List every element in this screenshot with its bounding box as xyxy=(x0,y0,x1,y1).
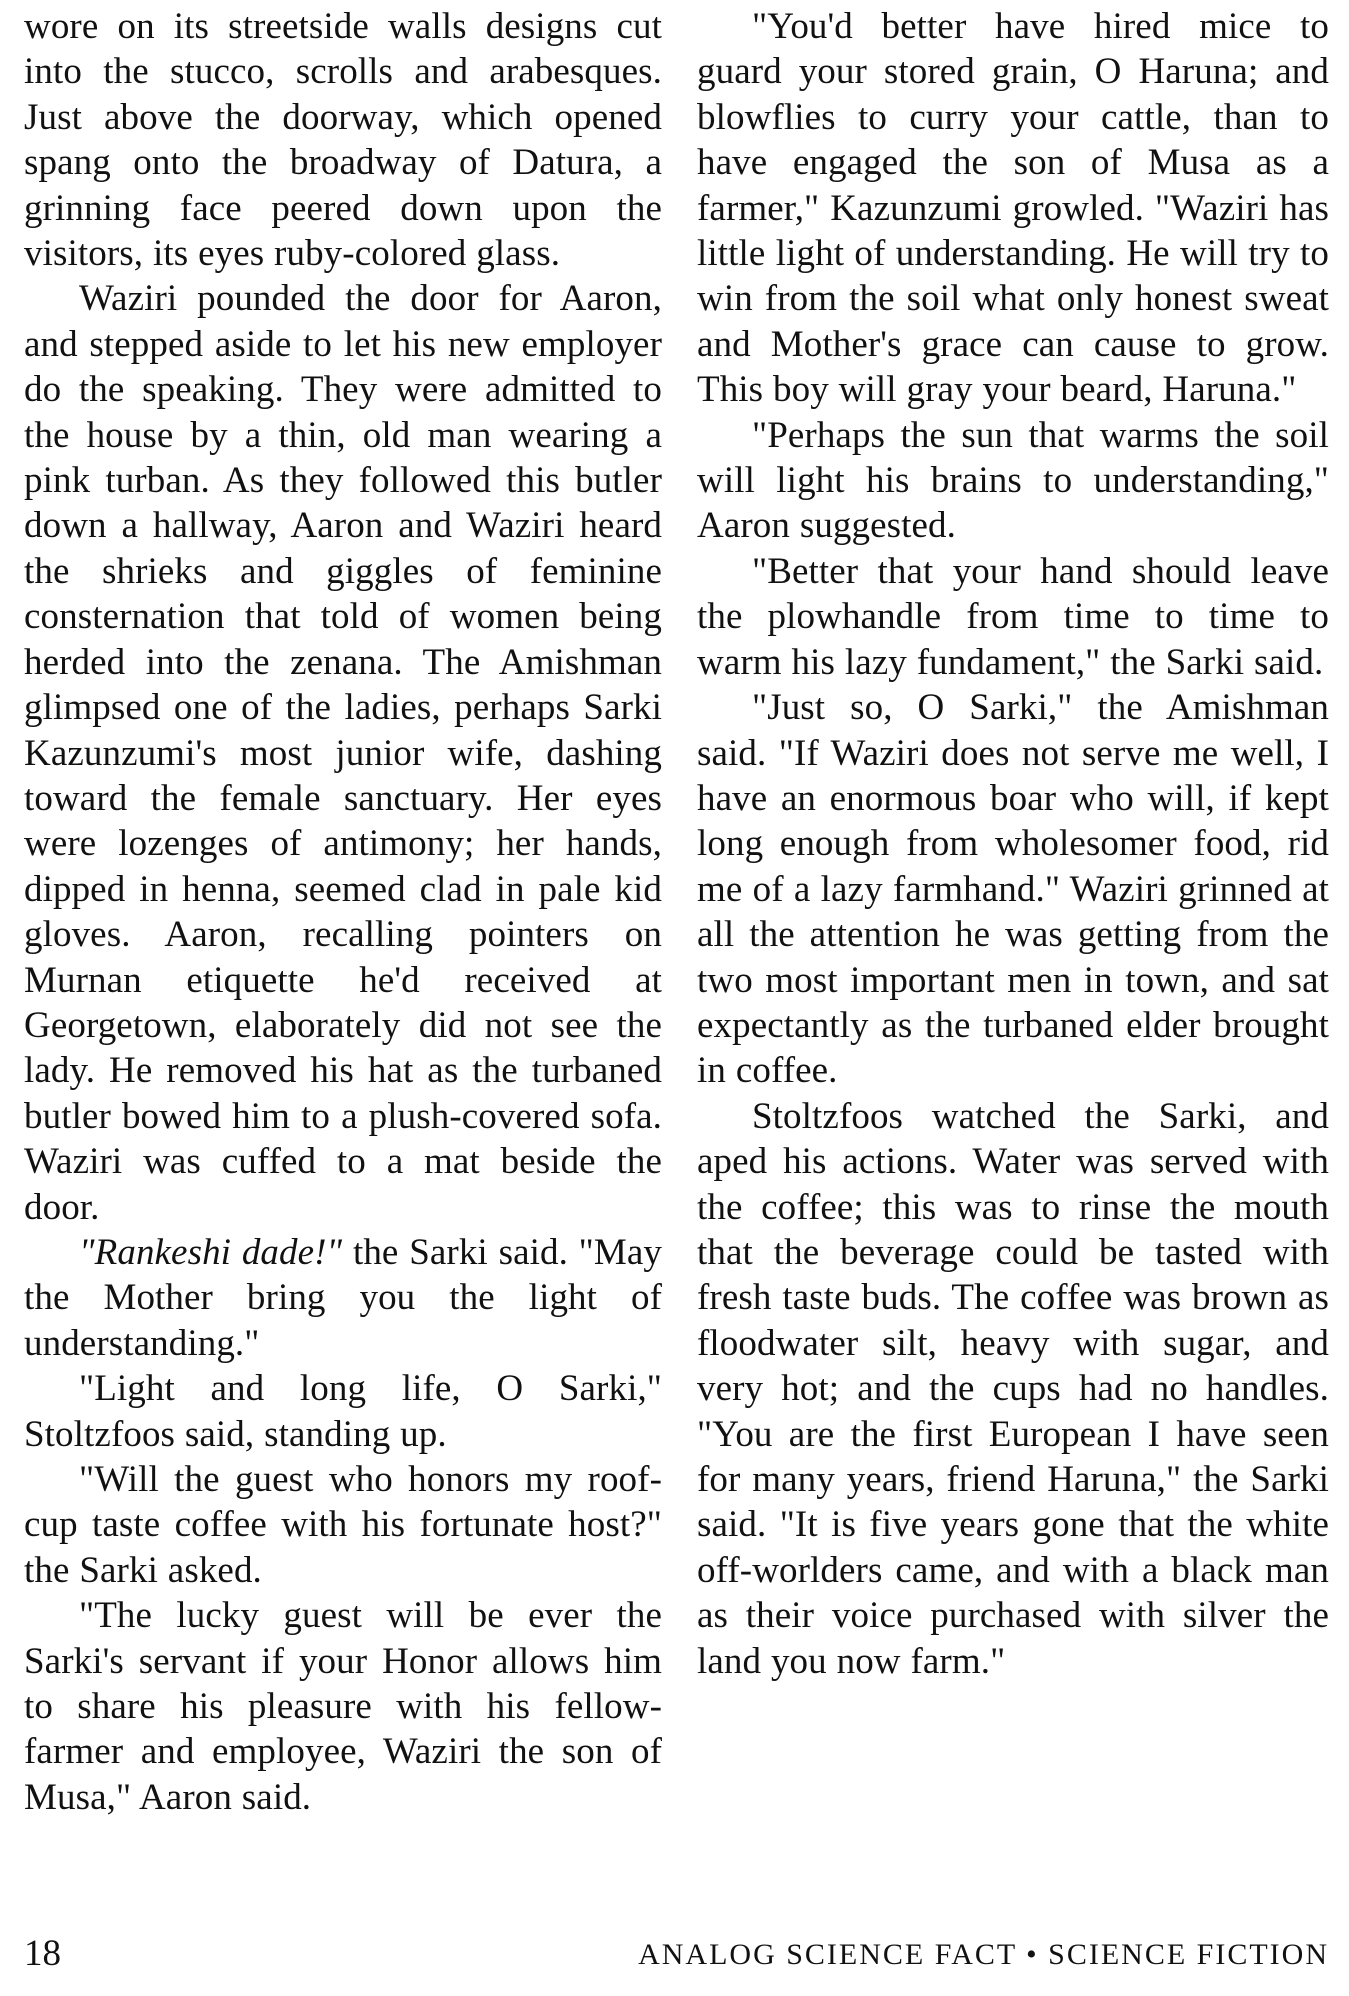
right-column xyxy=(697,4,1329,1684)
paragraph: "Better that your hand should leave the plowhandle from time to time to warm his lazy fundament," the Sarki said. xyxy=(697,550,1329,683)
paragraph-text: the Sarki said. "May the Mother bring you the light of understanding." xyxy=(24,1231,662,1364)
paragraph: Stoltzfoos watched the Sarki, and aped his actions. Water was served with the coffee; this was to rinse the mouth that the beverage could be tasted with fresh taste buds. The coffee was brown as floodwater silt, heavy with sugar, and very hot; and the cups had no handles. "You are the first European I have seen for many years, friend Haruna," the Sarki said. "It is five years gone that the white off-worlders came, and with a black man as their voice purchased with silver the land you now farm." xyxy=(697,1095,1329,1682)
paragraph: "Perhaps the sun that warms the soil will light his brains to understanding," Aaron suggested. xyxy=(697,414,1329,547)
paragraph: Waziri pounded the door for Aaron, and stepped aside to let his new employer do the speaking. They were admitted to the house by a thin, old man wearing a pink turban. As they followed this butler down a hallway, Aaron and Waziri heard the shrieks and giggles of feminine consternation that told of women being herded into the zenana. The Amishman glimpsed one of the ladies, perhaps Sarki Kazunzumi's most junior wife, dashing toward the female sanctuary. Her eyes were lozenges of antimony; her hands, dipped in henna, seemed clad in pale kid gloves. Aaron, recalling pointers on Murnan etiquette he'd received at Georgetown, elaborately did not see the lady. He removed his hat as the turbaned butler bowed him to a plush-covered sofa. Waziri was cuffed to a mat beside the door. xyxy=(24,278,662,1228)
paragraph: "Light and long life, O Sarki," Stoltzfoos said, standing up. xyxy=(24,1368,662,1455)
paragraph: "Will the guest who honors my roof-cup taste coffee with his fortunate host?" the Sarki asked. xyxy=(24,1459,662,1591)
paragraph: "You'd better have hired mice to guard your stored grain, O Haruna; and blowflies to curry your cattle, than to have engaged the son of Musa as a farmer," Kazunzumi growled. "Waziri has little light of understanding. He will try to win from the soil what only honest sweat and Mother's grace can cause to grow. This boy will gray your beard, Haruna." xyxy=(697,6,1329,411)
paragraph: "Just so, O Sarki," the Amishman said. "If Waziri does not serve me well, I have an enormous boar who will, if kept long enough from wholesomer food, rid me of a lazy farmhand." Waziri grinned at all the attention he was getting from the two most important men in town, and sat expectantly as the turbaned elder brought in coffee. xyxy=(697,687,1329,1092)
paragraph: "The lucky guest will be ever the Sarki's servant if your Honor allows him to share his pleasure with his fellow-farmer and employee, Waziri the son of Musa," Aaron said. xyxy=(24,1595,662,1818)
running-head: ANALOG SCIENCE FACT • SCIENCE FICTION xyxy=(638,1938,1329,1971)
page-footer xyxy=(24,1932,1329,1982)
left-column xyxy=(24,4,662,1820)
italic-phrase: "Rankeshi dade!" xyxy=(79,1231,343,1273)
page-number: 18 xyxy=(24,1933,61,1974)
paragraph xyxy=(24,1230,662,1366)
paragraph: wore on its streetside walls designs cut into the stucco, scrolls and arabesques. Just above the doorway, which opened spang onto the broadway of Datura, a grinning face peered down upon the visitors, its eyes ruby-colored glass. xyxy=(24,6,662,275)
